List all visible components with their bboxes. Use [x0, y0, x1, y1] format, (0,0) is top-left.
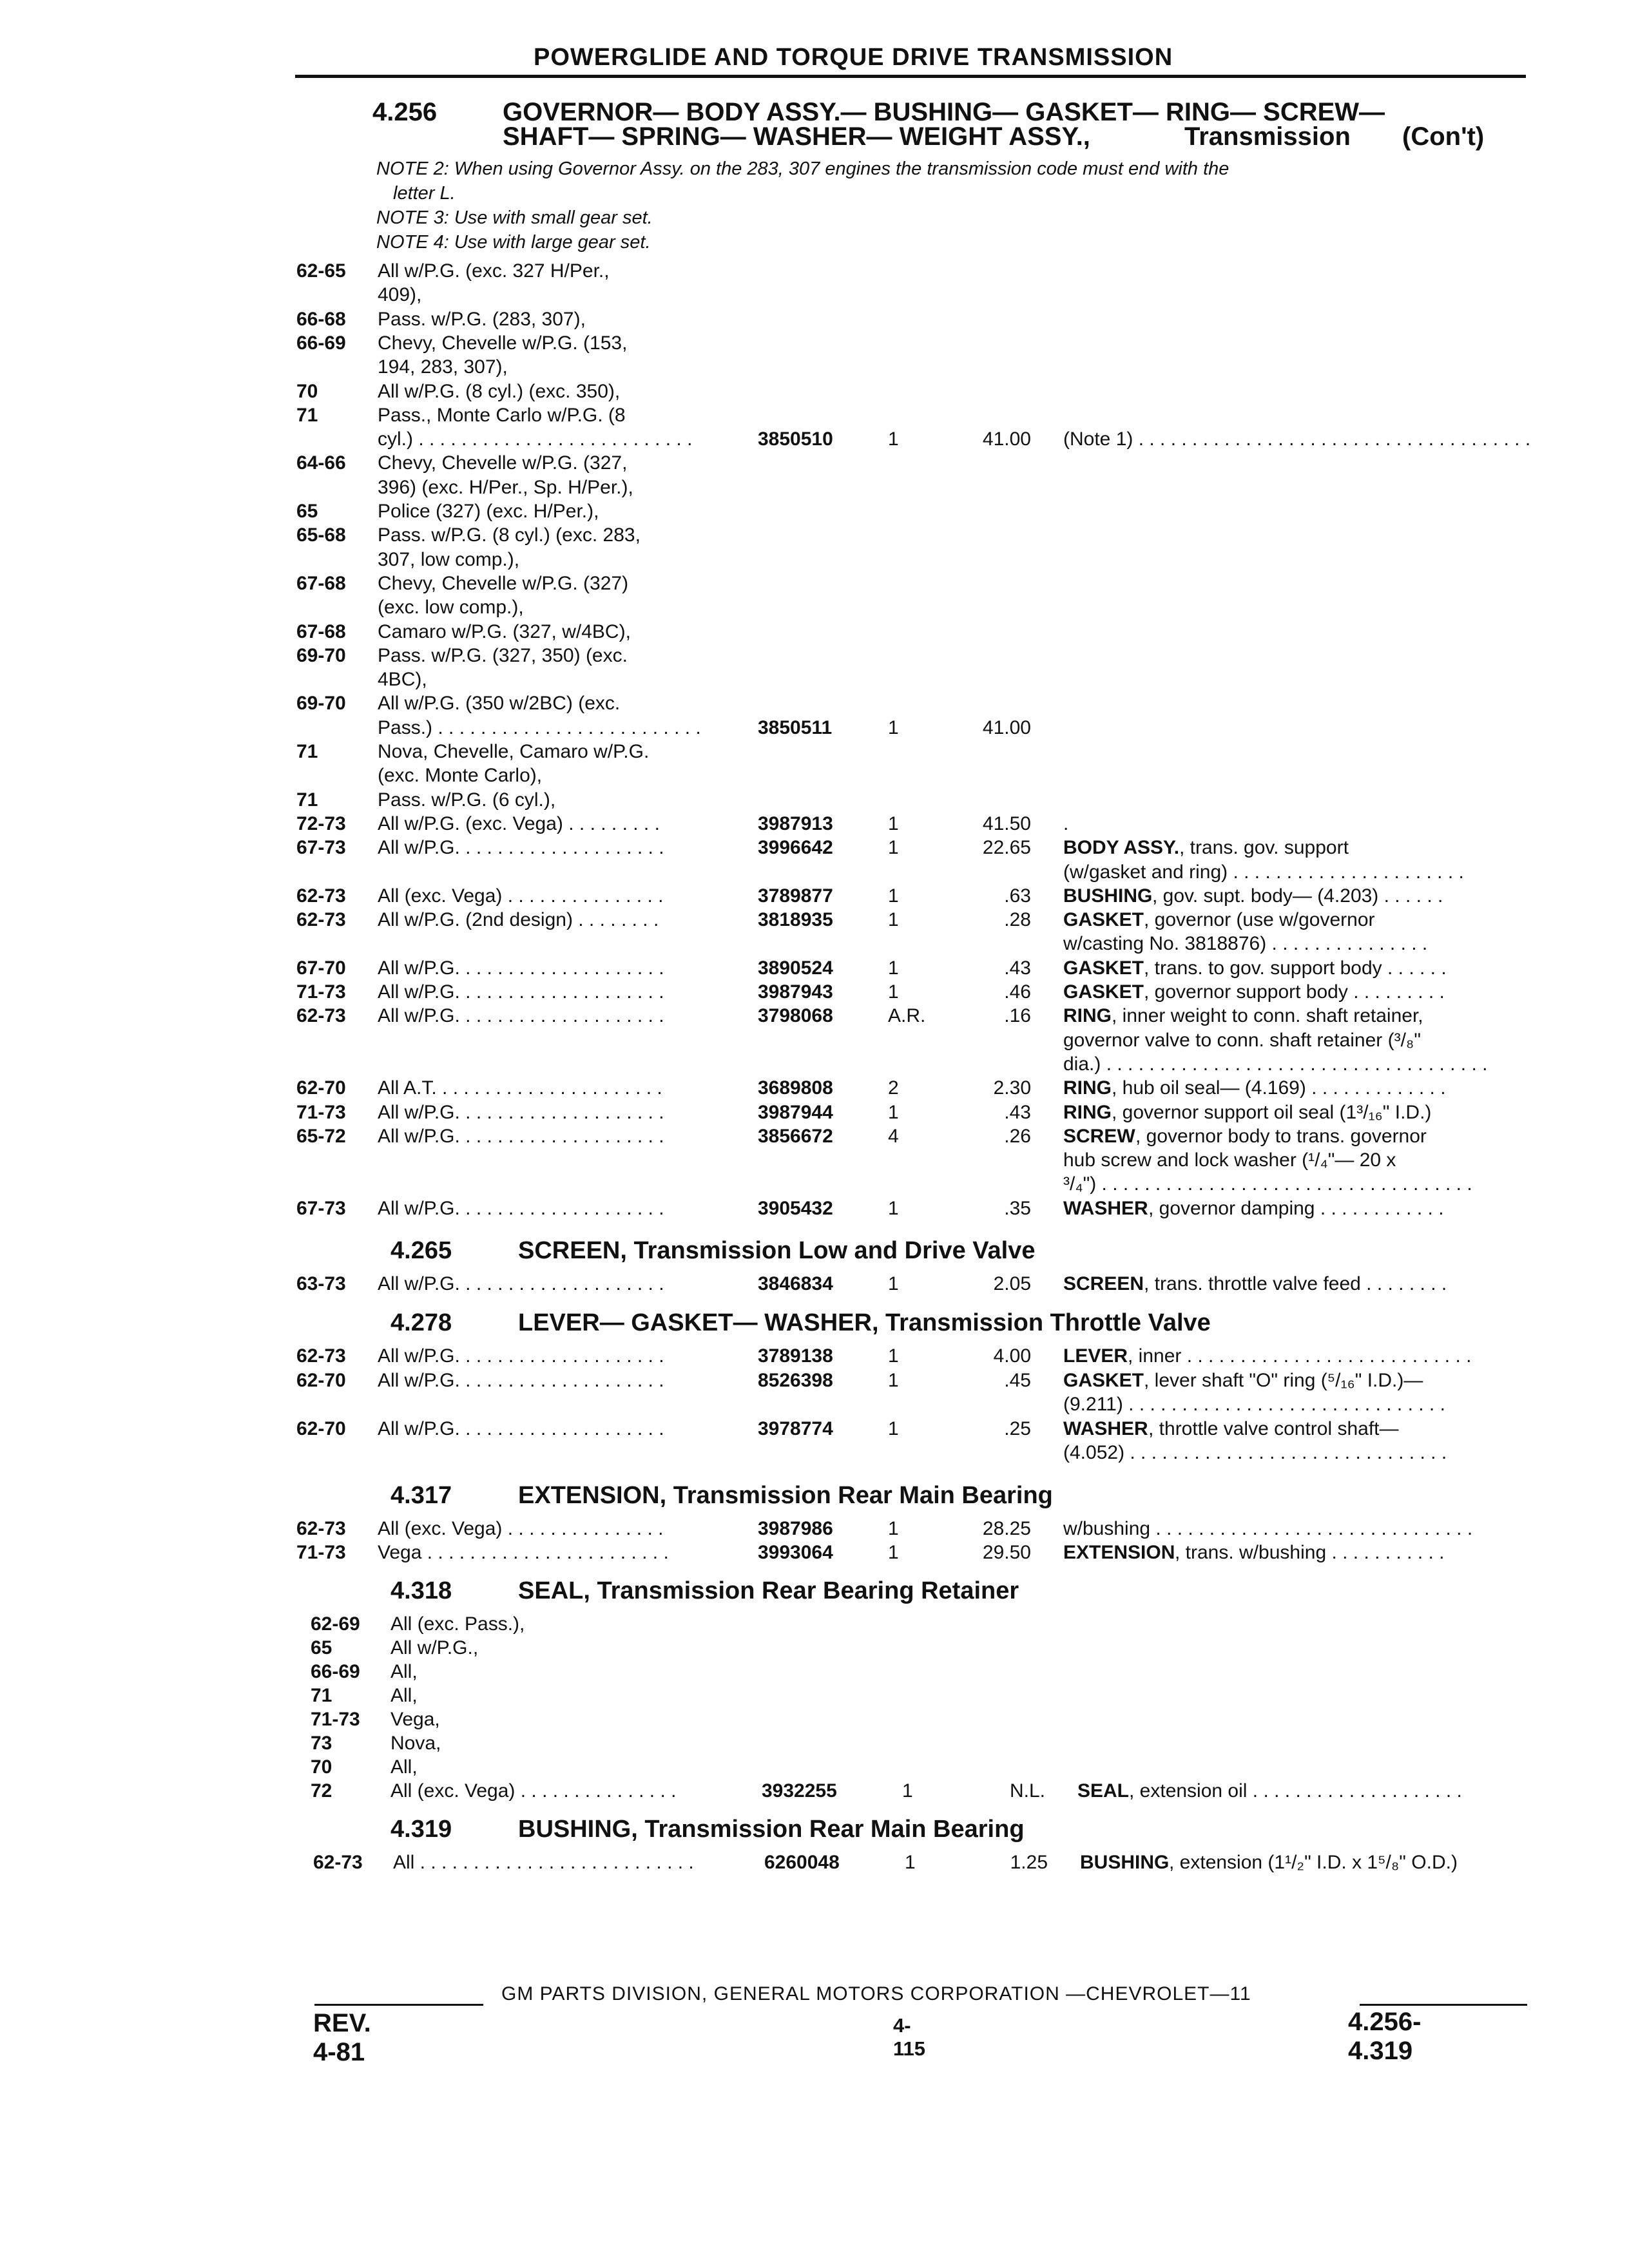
- description-text: , trans. to gov. support body . . . . . .: [1144, 957, 1447, 979]
- table-row: [296, 381, 1540, 404]
- quantity: 1: [888, 1369, 899, 1391]
- table-row: [296, 1077, 1540, 1100]
- table-row: [296, 428, 1540, 452]
- year-range: 73: [311, 1733, 333, 1754]
- part-number: 8526398: [758, 1369, 833, 1391]
- year-range: 67-73: [296, 837, 346, 859]
- year-range: 69-70: [296, 644, 346, 666]
- year-range: 63-73: [296, 1273, 346, 1294]
- part-number: 3932255: [762, 1780, 837, 1802]
- page-number: 4-115: [893, 2014, 926, 2060]
- year-range: 67-68: [296, 572, 346, 594]
- price: .25: [1004, 1418, 1031, 1439]
- part-number: 3850511: [758, 716, 833, 738]
- part-number: 3850510: [758, 428, 833, 450]
- revision-date: REV. 4-81: [313, 2009, 371, 2066]
- application: All w/P.G. (2nd design) . . . . . . . .: [378, 909, 659, 931]
- application: Chevy, Chevelle w/P.G. (153,: [378, 332, 628, 354]
- section-heading-4-317: [390, 1482, 1486, 1513]
- year-range: 72-73: [296, 812, 346, 834]
- table-row: [296, 885, 1540, 908]
- price: .43: [1004, 1101, 1031, 1123]
- table-row: [296, 1126, 1540, 1149]
- price: 41.50: [982, 812, 1031, 834]
- section-number: 4.319: [390, 1816, 452, 1843]
- price: 1.25: [1010, 1852, 1048, 1873]
- description-text: , governor support oil seal (1³/₁₆" I.D.): [1112, 1101, 1432, 1123]
- table-row: [296, 693, 1540, 716]
- price: .45: [1004, 1369, 1031, 1391]
- table-row: [296, 861, 1540, 885]
- table-row: [296, 813, 1540, 836]
- description-text: , governor body to trans. governor: [1135, 1125, 1427, 1147]
- year-range: 62-70: [296, 1418, 346, 1439]
- application: All w/P.G. . . . . . . . . . . . . . . . . . . .: [378, 1197, 664, 1219]
- year-range: 62-73: [296, 909, 346, 931]
- description-name: GASKET: [1063, 981, 1144, 1003]
- price: .35: [1004, 1197, 1031, 1219]
- quantity: 1: [888, 812, 899, 834]
- year-range: 72: [311, 1780, 333, 1802]
- application: (exc. low comp.),: [378, 597, 524, 619]
- quantity: 1: [888, 428, 899, 450]
- quantity: 1: [888, 1518, 899, 1539]
- table-row: [296, 645, 1540, 668]
- price: 22.65: [982, 837, 1031, 859]
- table-row: [296, 909, 1540, 932]
- table-row: [311, 1613, 1554, 1637]
- year-range: 71-73: [296, 1101, 346, 1123]
- application: All w/P.G. . . . . . . . . . . . . . . . . . . .: [378, 1125, 664, 1147]
- application: Nova,: [390, 1733, 441, 1754]
- table-row: [311, 1709, 1554, 1732]
- description-text: (Note 1) . . . . . . . . . . . . . . . . . . . . . . . . . . . . . . . . . . . . .: [1063, 428, 1531, 450]
- part-number: 3987943: [758, 981, 833, 1003]
- part-number: 3890524: [758, 957, 833, 979]
- year-range: 70: [296, 380, 318, 402]
- note-line: NOTE 2: When using Governor Assy. on the 283, 307 engines the transmission code must end with the: [376, 159, 1229, 179]
- description-name: BUSHING: [1080, 1852, 1170, 1873]
- table-row: [296, 260, 1540, 284]
- description-name: SCREW: [1063, 1125, 1135, 1147]
- quantity: 1: [888, 885, 899, 907]
- part-number: 3818935: [758, 909, 833, 931]
- application: All (exc. Vega) . . . . . . . . . . . . . . .: [378, 885, 664, 907]
- description-text: , inner weight to conn. shaft retainer,: [1112, 1005, 1423, 1027]
- quantity: 1: [888, 957, 899, 979]
- part-number: 3996642: [758, 837, 833, 859]
- quantity: 1: [888, 1345, 899, 1367]
- quantity: 1: [902, 1780, 913, 1802]
- application: Police (327) (exc. H/Per.),: [378, 501, 599, 522]
- application: All w/P.G. . . . . . . . . . . . . . . . . . . .: [378, 1369, 664, 1391]
- table-row: [313, 1852, 1557, 1875]
- description-name: GASKET: [1063, 1369, 1144, 1391]
- application: All w/P.G. . . . . . . . . . . . . . . . . . . .: [378, 1005, 664, 1027]
- section-number: 4.265: [390, 1237, 452, 1264]
- year-range: 71: [296, 404, 318, 426]
- part-number: 3993064: [758, 1542, 833, 1563]
- section-heading-4-319: [390, 1816, 1486, 1847]
- footer-rule-right: [1360, 2004, 1527, 2006]
- price: 2.05: [993, 1273, 1031, 1294]
- section-number: 4.278: [390, 1309, 452, 1336]
- year-range: 62-65: [296, 260, 346, 282]
- table-row: [296, 1030, 1540, 1053]
- section-title-line2b: Transmission: [1184, 122, 1351, 151]
- year-range: 62-73: [313, 1852, 363, 1873]
- quantity: 1: [888, 909, 899, 931]
- application: All (exc. Pass.),: [390, 1613, 525, 1635]
- application: Vega . . . . . . . . . . . . . . . . . . . . . . .: [378, 1542, 669, 1563]
- quantity: 1: [888, 1273, 899, 1294]
- table-row: [296, 1542, 1540, 1565]
- price: 2.30: [993, 1077, 1031, 1099]
- quantity: 1: [888, 1418, 899, 1439]
- application: Chevy, Chevelle w/P.G. (327,: [378, 452, 628, 474]
- page-title: POWERGLIDE AND TORQUE DRIVE TRANSMISSION: [534, 44, 1173, 71]
- table-row: [296, 284, 1540, 307]
- section-heading-4-318: [390, 1577, 1486, 1608]
- table-row: [296, 717, 1540, 740]
- application: Pass.) . . . . . . . . . . . . . . . . . . . . . . . . .: [378, 716, 701, 738]
- table-row: [296, 1370, 1540, 1393]
- section-title: SCREEN, Transmission Low and Drive Valve: [518, 1237, 1036, 1264]
- table-row: [296, 1418, 1540, 1441]
- application: All w/P.G. (350 w/2BC) (exc.: [378, 693, 621, 715]
- year-range: 62-70: [296, 1077, 346, 1099]
- description-text: , governor support body . . . . . . . . .: [1144, 981, 1445, 1003]
- year-range: 64-66: [296, 452, 346, 474]
- application: 409),: [378, 284, 422, 306]
- table-row: [311, 1637, 1554, 1660]
- application: All w/P.G. . . . . . . . . . . . . . . . . . . .: [378, 957, 664, 979]
- application: All (exc. Vega) . . . . . . . . . . . . . . .: [390, 1780, 677, 1802]
- application: All,: [390, 1661, 418, 1682]
- year-range: 62-73: [296, 1345, 346, 1367]
- table-row: [296, 524, 1540, 548]
- application: (exc. Monte Carlo),: [378, 765, 543, 787]
- description-name: RING: [1063, 1101, 1112, 1123]
- table-row: [311, 1661, 1554, 1684]
- year-range: 71: [296, 741, 318, 762]
- description-text: , extension (1¹/₂" I.D. x 1⁵/₈" O.D.): [1169, 1852, 1458, 1873]
- table-row: [296, 621, 1540, 644]
- price: .28: [1004, 909, 1031, 931]
- table-row: [311, 1756, 1554, 1780]
- application: All w/P.G. . . . . . . . . . . . . . . . . . . .: [378, 1101, 664, 1123]
- section-title: LEVER— GASKET— WASHER, Transmission Throttle Valve: [518, 1309, 1211, 1336]
- price: 41.00: [982, 716, 1031, 738]
- description-text: .: [1063, 812, 1069, 834]
- description-text: , gov. supt. body— (4.203) . . . . . .: [1152, 885, 1443, 907]
- section-title: BUSHING, Transmission Rear Main Bearing: [518, 1816, 1025, 1843]
- description-text: , inner . . . . . . . . . . . . . . . . . . . . . . . . . . .: [1128, 1345, 1472, 1367]
- table-row: [311, 1780, 1554, 1803]
- price: 4.00: [993, 1345, 1031, 1367]
- application: All . . . . . . . . . . . . . . . . . . . . . . . . . .: [393, 1852, 694, 1873]
- quantity: 2: [888, 1077, 899, 1099]
- table-row: [296, 405, 1540, 428]
- table-row: [296, 1005, 1540, 1028]
- application: All A.T. . . . . . . . . . . . . . . . . . . . . .: [378, 1077, 662, 1099]
- note-line: letter L.: [393, 183, 456, 204]
- table-row: [296, 981, 1540, 1004]
- year-range: 71-73: [296, 981, 346, 1003]
- section-number: 4.256: [372, 98, 438, 126]
- description-text: dia.) . . . . . . . . . . . . . . . . . . . . . . . . . . . . . . . . . . . .: [1063, 1053, 1488, 1075]
- section-number: 4.318: [390, 1577, 452, 1604]
- table-row: [296, 1102, 1540, 1125]
- year-range: 71-73: [311, 1709, 360, 1730]
- part-number: 3987986: [758, 1518, 833, 1539]
- application: 396) (exc. H/Per., Sp. H/Per.),: [378, 476, 633, 498]
- description-name: EXTENSION: [1063, 1542, 1175, 1563]
- description-text: (4.052) . . . . . . . . . . . . . . . . . . . . . . . . . . . . . .: [1063, 1442, 1447, 1463]
- table-row: [296, 332, 1540, 356]
- section-title: SEAL, Transmission Rear Bearing Retainer: [518, 1577, 1019, 1604]
- application: Pass. w/P.G. (283, 307),: [378, 308, 586, 330]
- part-number: 3856672: [758, 1125, 833, 1147]
- table-row: [296, 1518, 1540, 1541]
- table-row: [296, 356, 1540, 380]
- application: Nova, Chevelle, Camaro w/P.G.: [378, 741, 650, 762]
- application: Pass., Monte Carlo w/P.G. (8: [378, 404, 626, 426]
- year-range: 69-70: [296, 693, 346, 715]
- price: .26: [1004, 1125, 1031, 1147]
- year-range: 65: [296, 501, 318, 522]
- part-number: 6260048: [764, 1852, 840, 1873]
- part-number: 3987913: [758, 812, 833, 834]
- price: 29.50: [982, 1542, 1031, 1563]
- application: Vega,: [390, 1709, 440, 1730]
- year-range: 62-70: [296, 1369, 346, 1391]
- table-row: [296, 837, 1540, 860]
- year-range: 67-68: [296, 620, 346, 642]
- application: All w/P.G. . . . . . . . . . . . . . . . . . . .: [378, 1345, 664, 1367]
- quantity: 1: [905, 1852, 916, 1873]
- price: .46: [1004, 981, 1031, 1003]
- section-number: 4.317: [390, 1482, 452, 1509]
- description-text: (w/gasket and ring) . . . . . . . . . . . . . . . . . . . . . .: [1063, 861, 1464, 883]
- description-text: , trans. throttle valve feed . . . . . . . .: [1144, 1273, 1447, 1294]
- section-heading-4-256: [372, 98, 1532, 156]
- description-text: w/bushing . . . . . . . . . . . . . . . . . . . . . . . . . . . . . .: [1063, 1518, 1473, 1539]
- year-range: 65-72: [296, 1125, 346, 1147]
- table-row: [296, 957, 1540, 981]
- table-row: [296, 309, 1540, 332]
- header-rule: [295, 75, 1526, 78]
- description-name: LEVER: [1063, 1345, 1128, 1367]
- part-number: 3789138: [758, 1345, 833, 1367]
- description-text: , governor damping . . . . . . . . . . . .: [1148, 1197, 1444, 1219]
- description-text: , extension oil . . . . . . . . . . . . . . . . . . . .: [1129, 1780, 1462, 1802]
- table-row: [296, 1273, 1540, 1296]
- price: .63: [1004, 885, 1031, 907]
- application: All,: [390, 1756, 418, 1778]
- application: Camaro w/P.G. (327, w/4BC),: [378, 620, 631, 642]
- year-range: 65-68: [296, 524, 346, 546]
- quantity: A.R.: [888, 1005, 926, 1027]
- year-range: 71-73: [296, 1542, 346, 1563]
- quantity: 1: [888, 837, 899, 859]
- year-range: 66-69: [296, 332, 346, 354]
- application: All (exc. Vega) . . . . . . . . . . . . . . .: [378, 1518, 664, 1539]
- table-row: [296, 1149, 1540, 1173]
- application: All w/P.G.,: [390, 1637, 479, 1658]
- price: N.L.: [1009, 1780, 1045, 1802]
- price: 41.00: [982, 428, 1031, 450]
- part-number: 3987944: [758, 1101, 833, 1123]
- description-name: GASKET: [1063, 957, 1144, 979]
- application: All w/P.G. . . . . . . . . . . . . . . . . . . .: [378, 981, 664, 1003]
- application: All,: [390, 1685, 418, 1706]
- quantity: 1: [888, 1542, 899, 1563]
- year-range: 67-73: [296, 1197, 346, 1219]
- description-name: SEAL: [1077, 1780, 1130, 1802]
- description-name: WASHER: [1063, 1197, 1148, 1219]
- table-row: [296, 1442, 1540, 1465]
- part-number: 3905432: [758, 1197, 833, 1219]
- application: All w/P.G. . . . . . . . . . . . . . . . . . . .: [378, 1418, 664, 1439]
- table-row: [296, 669, 1540, 692]
- section-heading-4-278: [390, 1309, 1486, 1340]
- page-header: [295, 43, 1526, 81]
- table-row: [296, 501, 1540, 524]
- application: All w/P.G. (exc. 327 H/Per.,: [378, 260, 610, 282]
- application: 4BC),: [378, 669, 427, 691]
- section-range: 4.256-4.319: [1348, 2008, 1422, 2065]
- year-range: 67-70: [296, 957, 346, 979]
- description-name: BUSHING: [1063, 885, 1153, 907]
- description-text: governor valve to conn. shaft retainer (³/₈": [1063, 1029, 1422, 1051]
- application: Pass. w/P.G. (8 cyl.) (exc. 283,: [378, 524, 641, 546]
- table-row: [296, 765, 1540, 788]
- section-title-line1: GOVERNOR— BODY ASSY.— BUSHING— GASKET— RING— SCREW—: [503, 98, 1385, 126]
- table-row: [296, 933, 1540, 956]
- table-row: [296, 789, 1540, 812]
- table-row: [296, 1173, 1540, 1196]
- table-row: [296, 452, 1540, 476]
- table-row: [296, 549, 1540, 572]
- year-range: 62-73: [296, 1005, 346, 1027]
- application: Pass. w/P.G. (327, 350) (exc.: [378, 644, 628, 666]
- application: Chevy, Chevelle w/P.G. (327): [378, 572, 629, 594]
- year-range: 66-68: [296, 308, 346, 330]
- footer-organization: GM PARTS DIVISION, GENERAL MOTORS CORPORATION —CHEVROLET—11: [501, 1983, 1251, 2004]
- description-name: BODY ASSY.: [1063, 837, 1180, 859]
- note-line: NOTE 3: Use with small gear set.: [376, 207, 653, 228]
- footer-rule-left: [314, 2004, 483, 2006]
- description-text: , lever shaft "O" ring (⁵/₁₆" I.D.)—: [1144, 1369, 1423, 1391]
- part-number: 3689808: [758, 1077, 833, 1099]
- quantity: 1: [888, 1101, 899, 1123]
- description-text: ³/₄") . . . . . . . . . . . . . . . . . . . . . . . . . . . . . . . . . . .: [1063, 1173, 1472, 1195]
- quantity: 1: [888, 981, 899, 1003]
- description-text: , governor (use w/governor: [1144, 909, 1375, 931]
- description-text: , throttle valve control shaft—: [1148, 1418, 1399, 1439]
- price: .43: [1004, 957, 1031, 979]
- section-title-line2: SHAFT— SPRING— WASHER— WEIGHT ASSY.,: [503, 122, 1090, 151]
- year-range: 71: [296, 789, 318, 811]
- application: All w/P.G. (exc. Vega) . . . . . . . . .: [378, 812, 660, 834]
- table-row: [296, 597, 1540, 620]
- application: All w/P.G. . . . . . . . . . . . . . . . . . . .: [378, 1273, 664, 1294]
- description-name: SCREEN: [1063, 1273, 1144, 1294]
- application: 194, 283, 307),: [378, 356, 508, 378]
- note-line: NOTE 4: Use with large gear set.: [376, 232, 651, 253]
- description-name: RING: [1063, 1077, 1112, 1099]
- description-name: RING: [1063, 1005, 1112, 1027]
- year-range: 65: [311, 1637, 333, 1658]
- year-range: 62-73: [296, 885, 346, 907]
- table-row: [311, 1685, 1554, 1708]
- table-row: [296, 741, 1540, 764]
- description-text: (9.211) . . . . . . . . . . . . . . . . . . . . . . . . . . . . . .: [1063, 1394, 1445, 1415]
- table-row: [296, 1394, 1540, 1417]
- application: 307, low comp.),: [378, 548, 520, 570]
- part-number: 3789877: [758, 885, 833, 907]
- year-range: 62-73: [296, 1518, 346, 1539]
- application: All w/P.G. (8 cyl.) (exc. 350),: [378, 380, 621, 402]
- year-range: 62-69: [311, 1613, 360, 1635]
- quantity: 1: [888, 716, 899, 738]
- application: All w/P.G. . . . . . . . . . . . . . . . . . . .: [378, 837, 664, 859]
- description-name: WASHER: [1063, 1418, 1148, 1439]
- application: cyl.) . . . . . . . . . . . . . . . . . . . . . . . . . .: [378, 428, 693, 450]
- description-text: hub screw and lock washer (¹/₄"— 20 x: [1063, 1149, 1396, 1171]
- description-text: , hub oil seal— (4.169) . . . . . . . . . . . . .: [1112, 1077, 1446, 1099]
- table-row: [296, 1053, 1540, 1077]
- table-row: [296, 1198, 1540, 1221]
- table-row: [296, 1345, 1540, 1369]
- year-range: 66-69: [311, 1661, 360, 1682]
- year-range: 70: [311, 1756, 333, 1778]
- table-row: [311, 1733, 1554, 1756]
- table-row: [296, 573, 1540, 596]
- section-heading-4-265: [390, 1237, 1486, 1268]
- year-range: 71: [311, 1685, 333, 1706]
- price: .16: [1004, 1005, 1031, 1027]
- application: Pass. w/P.G. (6 cyl.),: [378, 789, 556, 811]
- description-text: , trans. w/bushing . . . . . . . . . . .: [1175, 1542, 1445, 1563]
- section-continued: (Con't): [1402, 122, 1485, 151]
- part-number: 3978774: [758, 1418, 833, 1439]
- section-title: EXTENSION, Transmission Rear Main Bearing: [518, 1482, 1053, 1509]
- quantity: 1: [888, 1197, 899, 1219]
- quantity: 4: [888, 1125, 899, 1147]
- part-number: 3846834: [758, 1273, 833, 1294]
- description-text: w/casting No. 3818876) . . . . . . . . . . . . . . .: [1063, 933, 1428, 955]
- price: 28.25: [982, 1518, 1031, 1539]
- description-name: GASKET: [1063, 909, 1144, 931]
- description-text: , trans. gov. support: [1179, 837, 1349, 859]
- table-row: [296, 477, 1540, 500]
- part-number: 3798068: [758, 1005, 833, 1027]
